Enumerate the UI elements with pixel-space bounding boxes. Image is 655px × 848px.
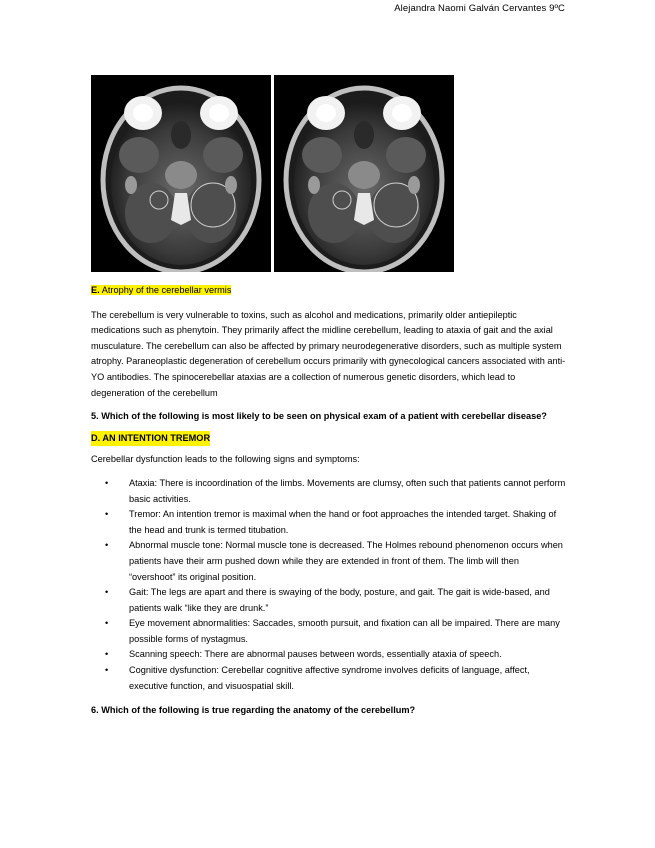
list-item: • Cognitive dysfunction: Cerebellar cognitive affective syndrome involves deficits of language, affect, executive function, and visuospatial skill. bbox=[129, 663, 566, 694]
mri-axial-right bbox=[274, 75, 454, 272]
mri-figure bbox=[91, 75, 453, 272]
symptoms-intro: Cerebellar dysfunction leads to the following signs and symptoms: bbox=[91, 454, 360, 465]
answer-e-text: Atrophy of the cerebellar vermis bbox=[101, 285, 232, 295]
mri-axial-left bbox=[91, 75, 271, 272]
symptom-list bbox=[91, 476, 566, 694]
list-item: • Eye movement abnormalities: Saccades, smooth pursuit, and fixation can all be impaired. There are many possible forms of nystagmus. bbox=[129, 616, 566, 647]
question-6: 6. Which of the following is true regarding the anatomy of the cerebellum? bbox=[91, 705, 416, 716]
list-item: • Gait: The legs are apart and there is swaying of the body, posture, and gait. The gait is wide-based, and patients walk “like they are drunk.” bbox=[129, 585, 566, 616]
answer-e-letter: E. bbox=[91, 285, 100, 295]
question-5: 5. Which of the following is most likely to be seen on physical exam of a patient with cerebellar disease? bbox=[91, 411, 547, 422]
document-body bbox=[91, 283, 566, 719]
list-item: • Tremor: An intention tremor is maximal when the hand or foot approaches the intended target. Shaking of the head and trunk is termed titubation. bbox=[129, 507, 566, 538]
list-item: • Ataxia: There is incoordination of the limbs. Movements are clumsy, often such that patients cannot perform basic activities. bbox=[129, 476, 566, 507]
list-item: • Scanning speech: There are abnormal pauses between words, essentially ataxia of speech. bbox=[129, 647, 566, 663]
answer-d: D. AN INTENTION TREMOR bbox=[91, 431, 210, 447]
explanation-paragraph: The cerebellum is very vulnerable to toxins, such as alcohol and medications, primarily older antiepileptic medications such as phenytoin. They primarily affect the midline cerebellum, leading to ataxia of gait and the axial musculature. The cerebellum can also be affected by primary neurodegenerative disorders, such as multiple system atrophy. Paraneoplastic degeneration of cerebellum occurs primarily with gynecological cancers associated with anti-YO antibodies. The spinocerebellar ataxias are a collection of numerous genetic disorders, which lead to degeneration of the cerebellum bbox=[91, 309, 566, 398]
list-item: • Abnormal muscle tone: Normal muscle tone is decreased. The Holmes rebound phenomenon occurs when patients have their arm pushed down while they are extended in front of them. The limb will then “overshoot” its original position. bbox=[129, 538, 566, 585]
author-header: Alejandra Naomi Galván Cervantes 9ºC bbox=[394, 3, 565, 14]
answer-e bbox=[91, 283, 566, 299]
